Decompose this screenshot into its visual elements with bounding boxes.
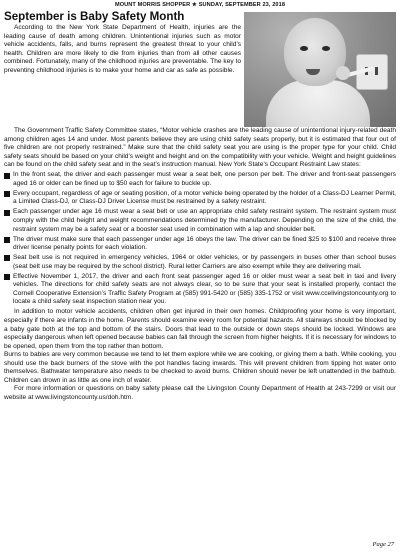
list-item: Each passenger under age 16 must wear a seat belt or use an appropriate child safety restraint system. The restraint system must comply with the child height and weight recommendations determined by the manufacturer. Depending on the size of the child, the restraint system may be a safety seat or a booster seat used in combination with a lap and shoulder belt. — [4, 208, 396, 234]
bullet-square-icon — [4, 237, 10, 243]
bullet-square-icon — [4, 210, 10, 216]
intro-column — [4, 10, 241, 127]
intro-paragraph: According to the New York State Department of Health, injuries are the leading cause of death among children. Unintentional injuries such as motor vehicle accidents, falls, and burns represent the greatest threat to your child’s health. Children are more likely to die from injuries than from all other causes combined. Fortunately, many of the childhood injuries are preventable. The key to preventing childhood injuries is to make your home and car as safe as possible. — [4, 24, 241, 74]
list-item: In the front seat, the driver and each passenger must wear a seat belt, one person per belt. The driver and front-seat passengers aged 16 or older can be fined up to $50 each for failure to buckle up. — [4, 171, 396, 188]
list-item: Effective November 1, 2017, the driver and each front seat passenger aged 16 or older must wear a seat belt in taxi and livery vehicles. The directions for child safety seats are not always clear, so to be sure that your seat is installed properly, contact the Cornell Cooperative Extension’s Traffic Safety Program at (585) 991-5420 or (585) 335-1752 or visit www.ccelivingstoncounty.org to locate a child safety seat inspection station near you. — [4, 273, 396, 307]
bullet-square-icon — [4, 191, 10, 197]
bullet-square-icon — [4, 274, 10, 280]
newspaper-page — [4, 2, 396, 550]
traffic-paragraph: The Government Traffic Safety Committee states, “Motor vehicle crashes are the leading cause of unintentional injury-related death among children ages 14 and under. Most parents believe they are using child safety seats properly, but it is estimated that four out of five children are not properly restrained.” Make sure that the child safety seat you are using is the proper type for your child. Child safety seats should be based on your child’s weight and height and on the compatibility with your vehicle. Weight and height guidelines can be found on the child safety seat and in the seat’s instruction manual. New York State’s Occupant Restraint Law states: — [4, 127, 396, 169]
burns-paragraph: Burns to babies are very common because we tend to let them explore while we are cooking, or giving them a bath. While cooking, you should use the back burners of the stove with the pot handles facing inwards. This will prevent children from tipping hot water onto themselves. Bathwater temperature also needs to be checked to avoid burns. Children should never be left unattended in the bathtub. Children can drown in as little as one inch of water. — [4, 351, 396, 384]
bullet-square-icon — [4, 255, 10, 261]
list-item: Every occupant, regardless of age or seating position, of a motor vehicle being operated by the holder of a Class-DJ Learner Permit, a Limited Class-DJ, or Class-DJ Driver License must be restrained by a safety restraint. — [4, 190, 396, 207]
top-section — [4, 10, 396, 127]
home-paragraph: In addition to motor vehicle accidents, children often get injured in their own homes. Childproofing your home is very important, especially if there are infants in the home. Parents should examine every room for potential hazards. All stairways should be blocked by a baby gate both at the top and bottom of the stairs. Doors that lead to the outside or down steps should be locked. Windows are especially dangerous when left opened because babies can fall through the screen from higher heights. If it is necessary for windows to be opened, open them from the top rather than bottom. — [4, 308, 396, 350]
list-item: Seat belt use is not required in emergency vehicles, 1964 or older vehicles, or by passengers in buses other than school buses (seat belt use may be required by the school district). Rural letter Carriers are also exempt while they are delivering mail. — [4, 254, 396, 271]
page-header: MOUNT MORRIS SHOPPER ★ SUNDAY, SEPTEMBER 23, 2018 — [114, 2, 286, 8]
page-number: Page 27 — [372, 541, 394, 548]
list-item: The driver must make sure that each passenger under age 16 obeys the law. The driver can be fined $25 to $100 and receive three driver license penalty points for each violation. — [4, 236, 396, 253]
article-title: September is Baby Safety Month — [4, 10, 185, 23]
baby-outlet-photo — [244, 12, 396, 127]
bullet-square-icon — [4, 173, 10, 179]
contact-paragraph: For more information or questions on baby safety please call the Livingston County Department of Health at 243-7299 or visit our website at www.livingstoncounty.us/doh.htm. — [4, 385, 396, 401]
